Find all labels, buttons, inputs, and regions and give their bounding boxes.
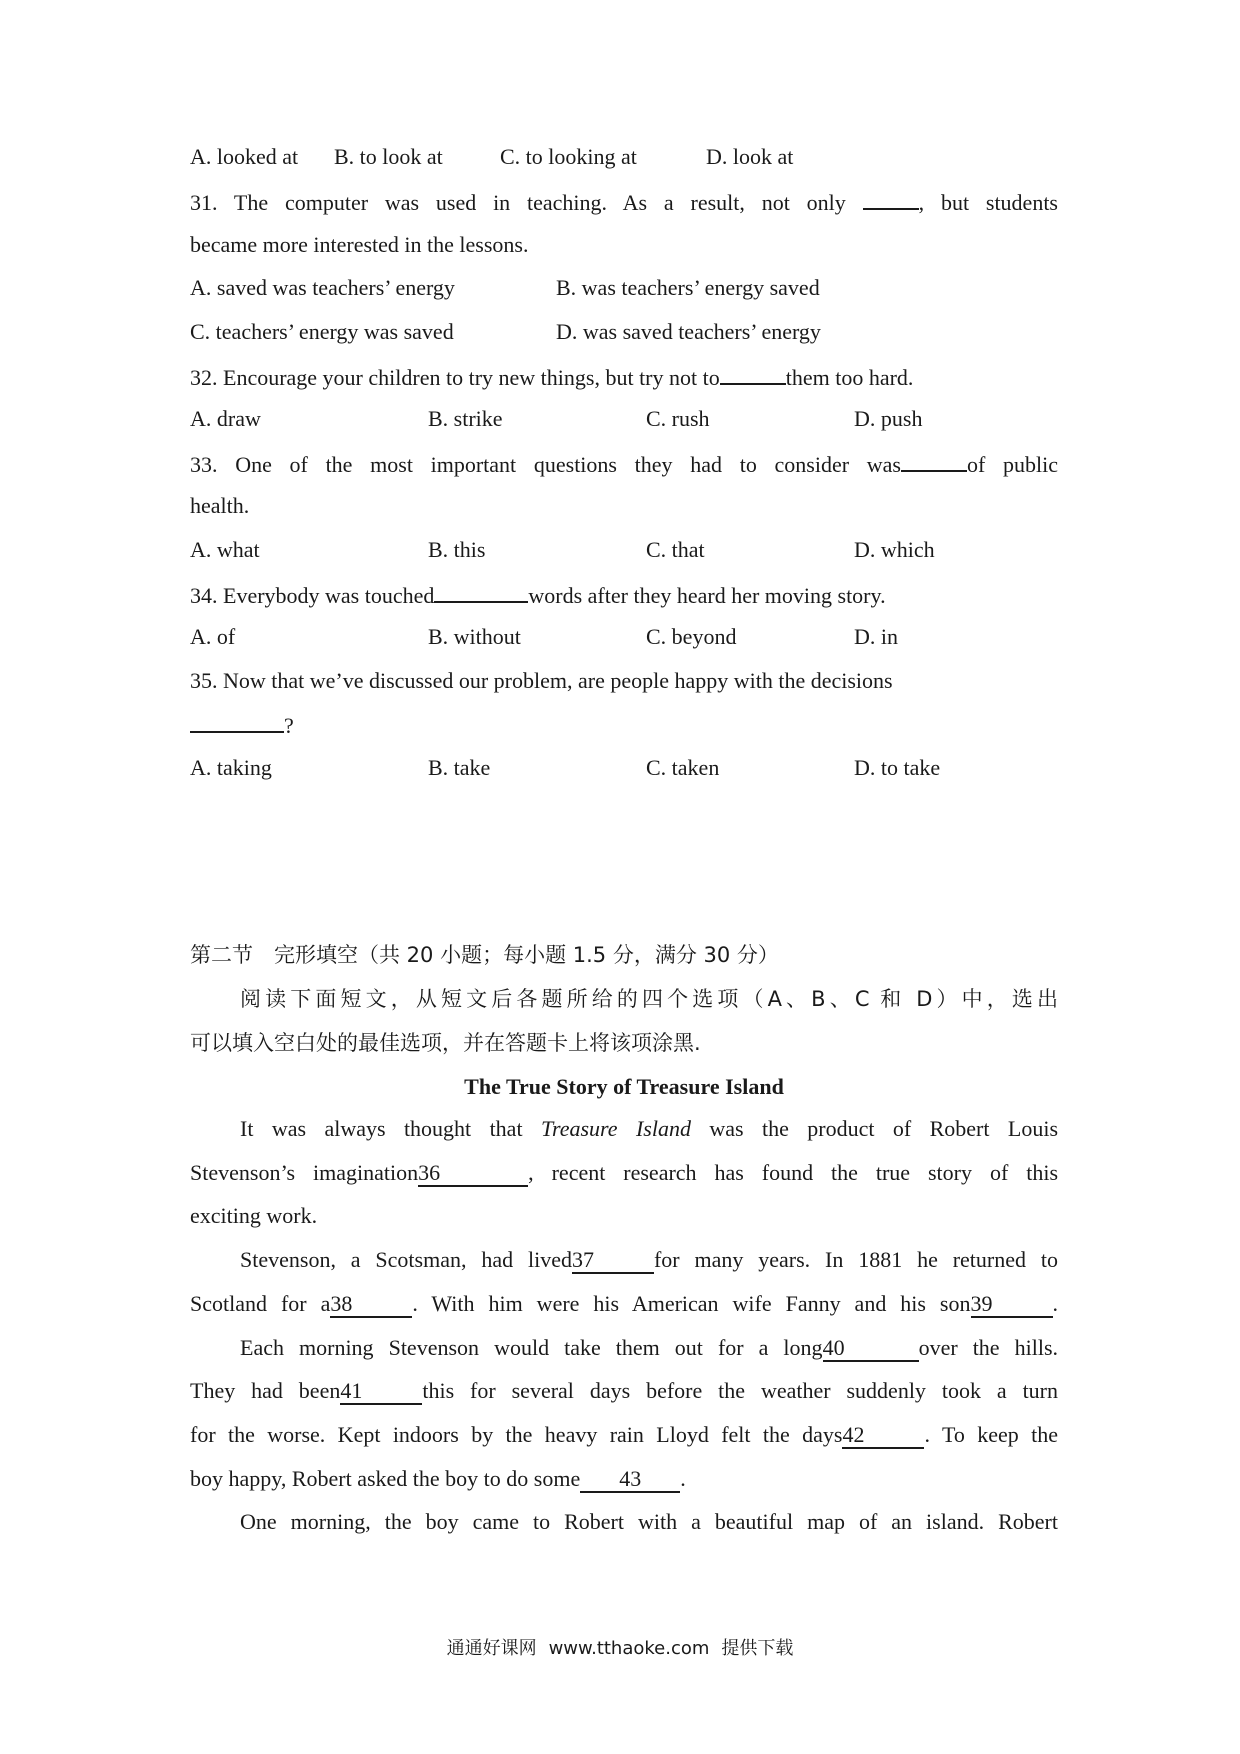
q33-option-c[interactable]: C. that [646,537,705,562]
q30-option-c[interactable]: C. to looking at [500,144,637,169]
q35-stem-line2 [190,709,1058,741]
footer-note: 提供下载 [721,1638,794,1659]
q30-option-d[interactable]: D. look at [706,144,794,169]
passage-text: Stevenson, a Scotsman, had lived [240,1247,572,1272]
blank-37: 37 [572,1248,654,1274]
q34-text-end: words after they heard her moving story. [528,583,886,608]
q32-blank [720,361,786,385]
q35-option-d[interactable]: D. to take [854,755,941,780]
passage-p3-line4 [190,1464,1058,1494]
q34-text: 34. Everybody was touched [190,583,435,608]
blank-39: 39 [971,1292,1053,1318]
passage-text: It was always thought that [240,1116,523,1141]
passage-p4-line1: One morning, the boy came to Robert with a beautiful map of an island. Robert [240,1509,1058,1534]
book-title: Treasure Island [540,1116,691,1141]
footer-url[interactable]: www.tthaoke.com [548,1638,710,1659]
q31-option-b[interactable]: B. was teachers’ energy saved [556,275,820,300]
page-footer [0,1634,1240,1660]
q31-blank [863,186,919,210]
passage-text: . [680,1466,686,1491]
q33-blank [901,448,967,472]
footer-site-name: 通通好课网 [446,1638,537,1659]
q34-blank [434,579,528,603]
q31-option-c[interactable]: C. teachers’ energy was saved [190,319,454,344]
passage-text: . To keep the [924,1422,1058,1447]
q31-text: 31. The computer was used in teaching. As a result, not only [190,190,846,215]
q32-option-c[interactable]: C. rush [646,406,710,431]
blank-43: 43 [580,1467,680,1493]
passage-text: for the worse. Kept indoors by the heavy rain Lloyd felt the days [190,1422,843,1447]
passage-text: over the hills. [918,1335,1058,1360]
q31-text-end: , but students [918,190,1058,215]
blank-40: 40 [823,1336,919,1362]
passage-p3-line2 [190,1376,1058,1406]
passage-text: for many years. In 1881 he returned to [653,1247,1058,1272]
q31-stem-line2: became more interested in the lessons. [190,232,529,257]
q33-text-end: of public [966,452,1058,477]
q34-option-c[interactable]: C. beyond [646,624,737,649]
blank-42: 42 [842,1423,924,1449]
passage-text: Each morning Stevenson would take them out for a long [240,1335,823,1360]
blank-36: 36 [418,1161,528,1187]
passage-p3-line1 [240,1333,1058,1363]
passage-p1-line1 [240,1114,1058,1144]
q32-option-a[interactable]: A. draw [190,406,261,431]
q34-option-b[interactable]: B. without [428,624,521,649]
passage-p3-line3 [190,1420,1058,1450]
q35-question-mark: ? [284,713,294,738]
section2-instructions-line1: 阅读下面短文，从短文后各题所给的四个选项（A、B、C 和 D）中，选出 [240,987,1058,1011]
q33-stem [190,448,1058,480]
q33-option-a[interactable]: A. what [190,537,260,562]
q30-option-b[interactable]: B. to look at [334,144,443,169]
passage-p1-line2 [190,1158,1058,1188]
q32-text-end: them too hard. [785,365,914,390]
passage-title: The True Story of Treasure Island [464,1074,784,1099]
section2-instructions-line2: 可以填入空白处的最佳选项，并在答题卡上将该项涂黑. [190,1031,701,1055]
q31-option-d[interactable]: D. was saved teachers’ energy [556,319,821,344]
section2-heading: 第二节 完形填空（共 20 小题；每小题 1.5 分，满分 30 分） [190,943,779,967]
q32-stem [190,361,1058,393]
passage-text: Stevenson’s imagination [190,1160,419,1185]
q31-option-a[interactable]: A. saved was teachers’ energy [190,275,455,300]
passage-text: . [1052,1291,1058,1316]
passage-text: was the product of Robert Louis [709,1116,1059,1141]
q35-stem: 35. Now that we’ve discussed our problem, are people happy with the decisions [190,668,893,693]
passage-text: boy happy, Robert asked the boy to do some [190,1466,581,1491]
passage-p2-line1 [240,1245,1058,1275]
q32-option-b[interactable]: B. strike [428,406,503,431]
q34-stem [190,579,1058,611]
passage-p2-line2 [190,1289,1058,1319]
q35-blank [190,709,284,733]
blank-38: 38 [330,1292,412,1318]
q33-stem-line2: health. [190,493,250,518]
q32-text: 32. Encourage your children to try new things, but try not to [190,365,720,390]
q34-option-d[interactable]: D. in [854,624,898,649]
passage-text: , recent research has found the true story of this [528,1160,1058,1185]
q35-option-c[interactable]: C. taken [646,755,720,780]
passage-text: They had been [190,1378,341,1403]
q35-option-a[interactable]: A. taking [190,755,272,780]
q31-stem [190,186,1058,218]
passage-p1-line3: exciting work. [190,1203,318,1228]
q32-option-d[interactable]: D. push [854,406,923,431]
q33-text: 33. One of the most important questions they had to consider was [190,452,901,477]
q30-option-a[interactable]: A. looked at [190,144,299,169]
passage-text: Scotland for a [190,1291,331,1316]
blank-41: 41 [340,1379,422,1405]
q34-option-a[interactable]: A. of [190,624,236,649]
q33-option-b[interactable]: B. this [428,537,486,562]
q35-option-b[interactable]: B. take [428,755,491,780]
passage-text: . With him were his American wife Fanny and his son [412,1291,971,1316]
q33-option-d[interactable]: D. which [854,537,935,562]
passage-text: this for several days before the weather suddenly took a turn [422,1378,1059,1403]
